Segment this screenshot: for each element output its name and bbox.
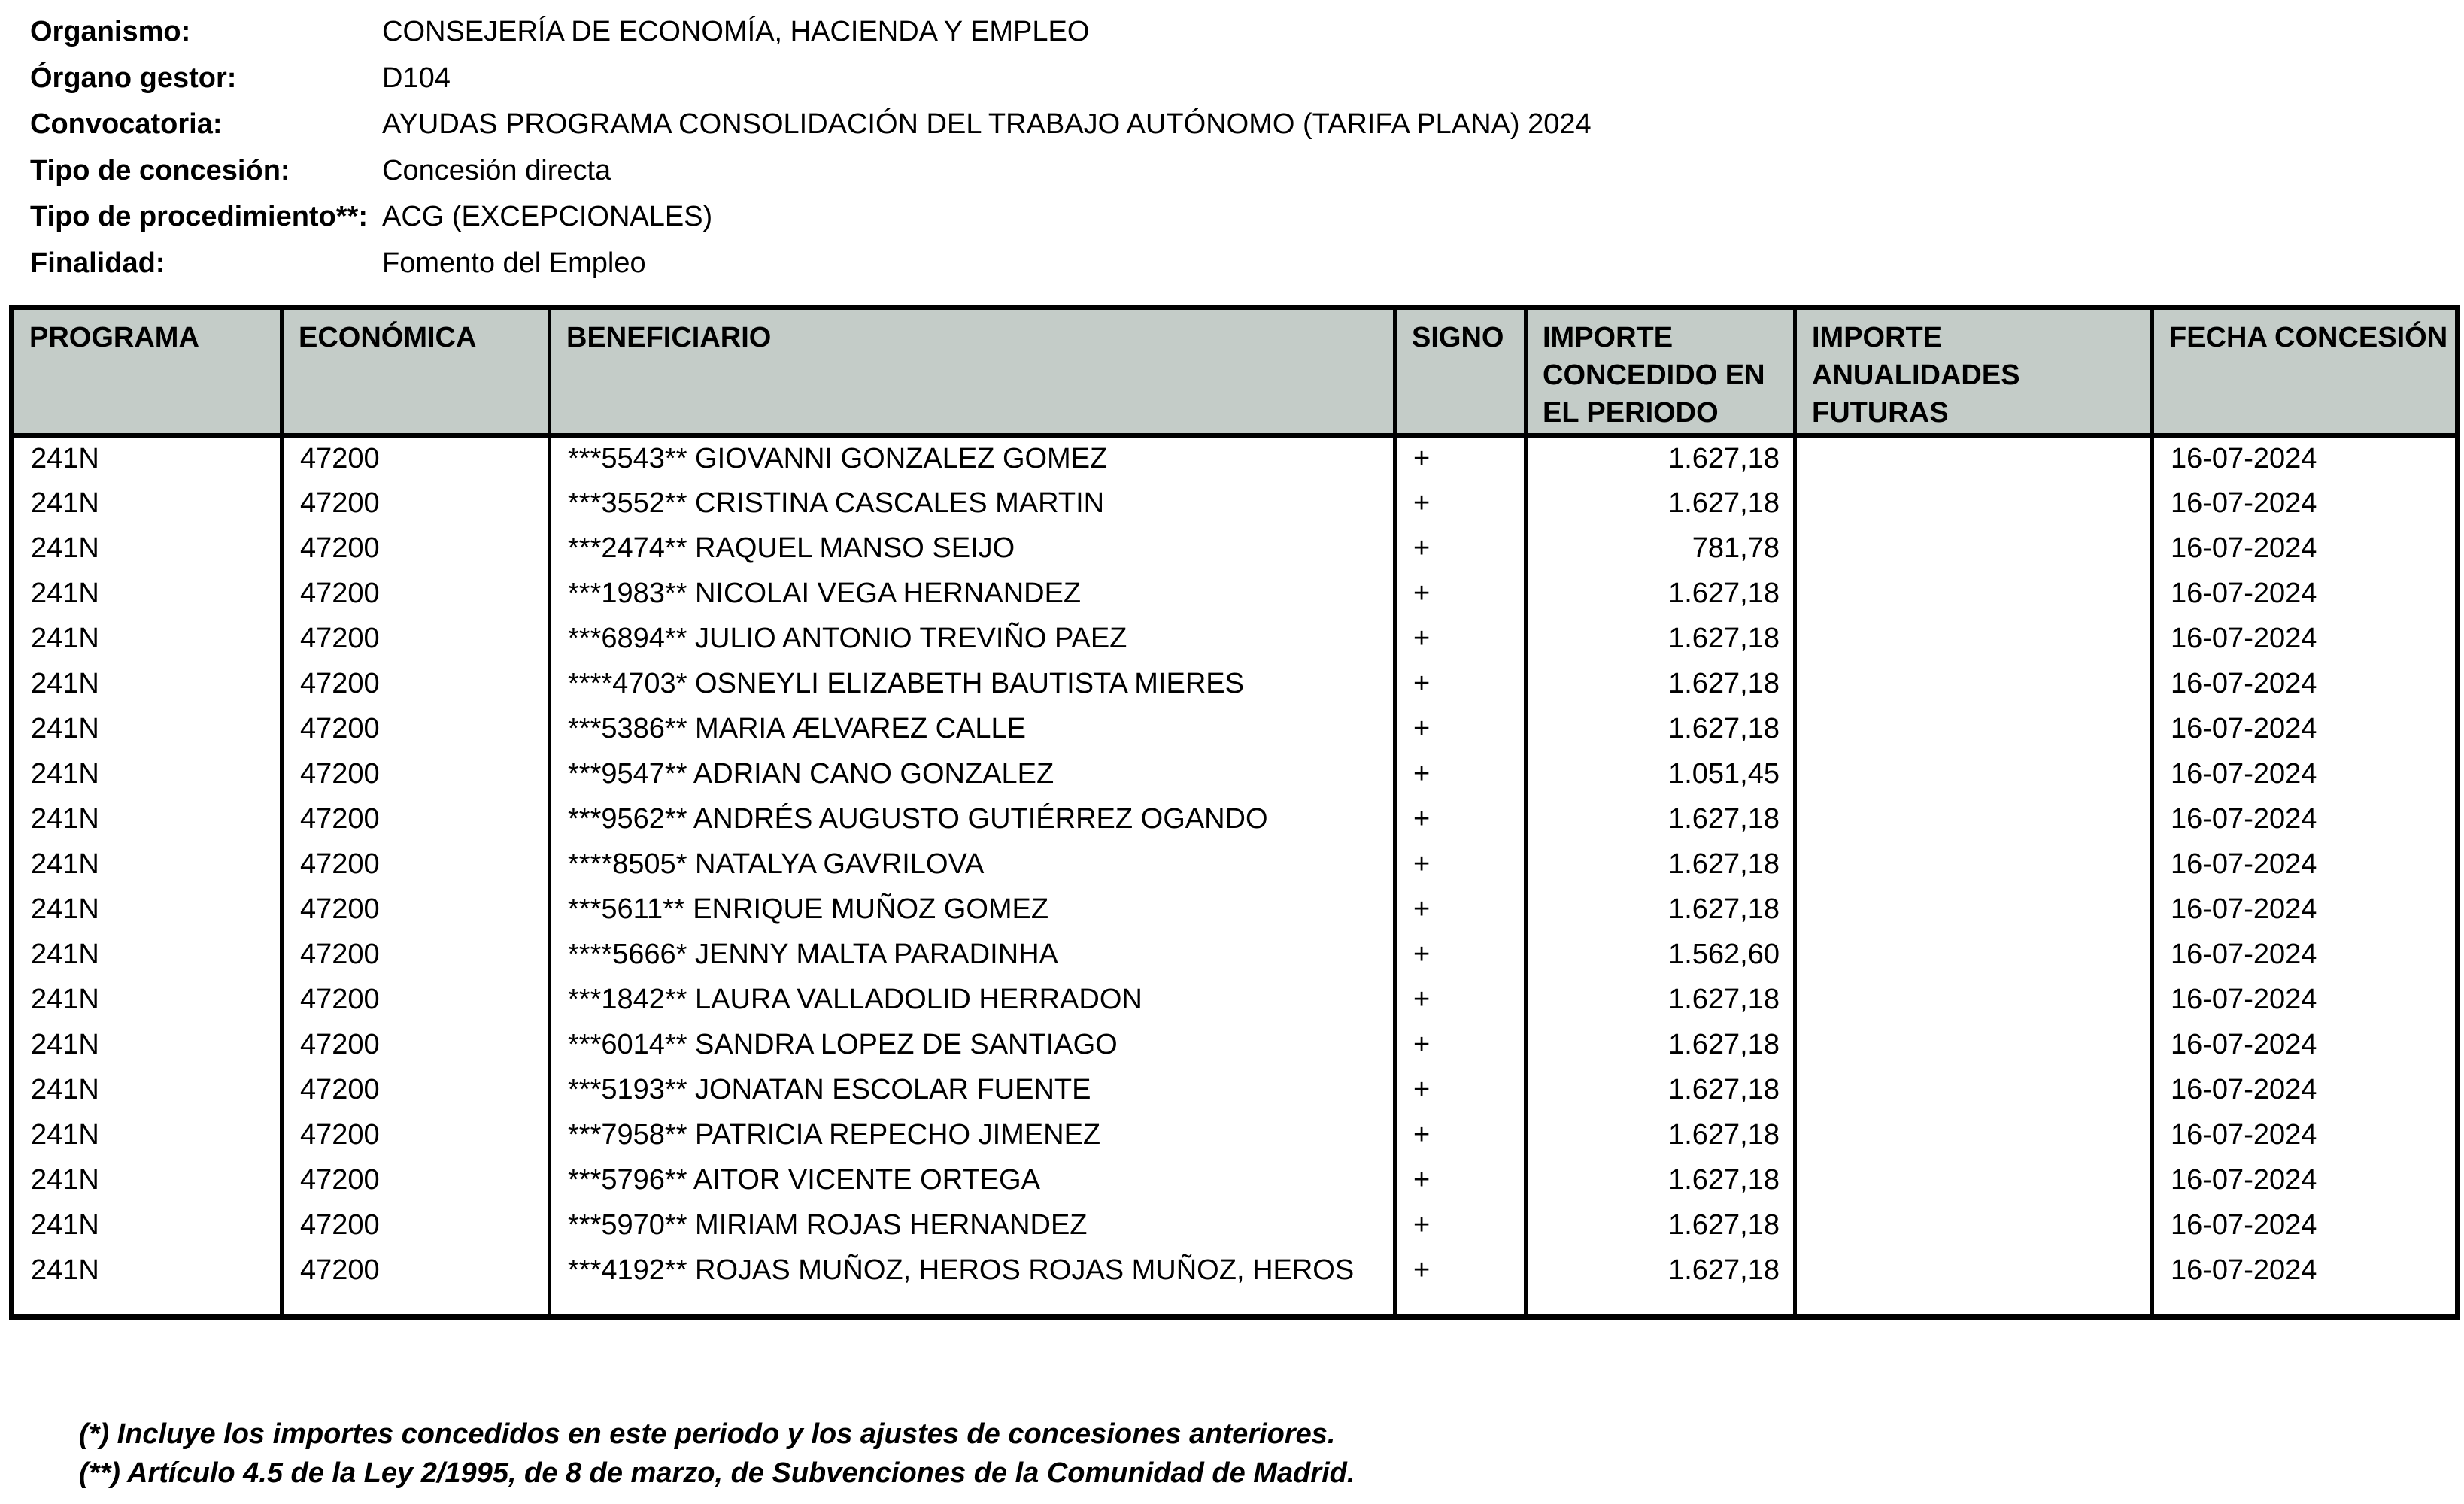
cell-beneficiario: ****4703* OSNEYLI ELIZABETH BAUTISTA MIERES [550, 661, 1395, 706]
document-header-fields [30, 9, 1592, 287]
cell-signo: + [1395, 1022, 1526, 1067]
cell-signo: + [1395, 932, 1526, 977]
cell-fecha-concesion: 16-07-2024 [2153, 1112, 2458, 1157]
cell-signo: + [1395, 841, 1526, 887]
cell-programa: 241N [12, 1022, 282, 1067]
col-header-fecha-concesion: FECHA CONCESIÓN [2153, 308, 2458, 436]
col-header-importe-concedido: IMPORTE CONCEDIDO EN EL PERIODO [1526, 308, 1795, 436]
table-row [12, 571, 2458, 616]
filler-cell [550, 1293, 1395, 1317]
field-label: Tipo de concesión: [30, 154, 290, 186]
cell-beneficiario: ***7958** PATRICIA REPECHO JIMENEZ [550, 1112, 1395, 1157]
cell-fecha-concesion: 16-07-2024 [2153, 571, 2458, 616]
cell-importe-anualidades [1795, 796, 2153, 841]
col-header-beneficiario: BENEFICIARIO [550, 308, 1395, 436]
cell-fecha-concesion: 16-07-2024 [2153, 932, 2458, 977]
cell-beneficiario: ***5193** JONATAN ESCOLAR FUENTE [550, 1067, 1395, 1112]
cell-economica: 47200 [282, 481, 550, 526]
cell-signo: + [1395, 887, 1526, 932]
cell-fecha-concesion: 16-07-2024 [2153, 1157, 2458, 1202]
cell-beneficiario: ***6014** SANDRA LOPEZ DE SANTIAGO [550, 1022, 1395, 1067]
filler-cell [1795, 1293, 2153, 1317]
table-filler-row [12, 1293, 2458, 1317]
col-header-importe-anualidades: IMPORTE ANUALIDADES FUTURAS [1795, 308, 2153, 436]
cell-beneficiario: ***5386** MARIA ÆLVAREZ CALLE [550, 706, 1395, 751]
cell-economica: 47200 [282, 616, 550, 661]
table-row [12, 977, 2458, 1022]
field-label: Tipo de procedimiento**: [30, 201, 369, 233]
cell-fecha-concesion: 16-07-2024 [2153, 1248, 2458, 1293]
cell-economica: 47200 [282, 661, 550, 706]
field-label: Órgano gestor: [30, 62, 237, 94]
cell-importe-concedido: 1.627,18 [1526, 1022, 1795, 1067]
filler-cell [2153, 1293, 2458, 1317]
cell-beneficiario: ***5970** MIRIAM ROJAS HERNANDEZ [550, 1202, 1395, 1248]
cell-beneficiario: ***6894** JULIO ANTONIO TREVIÑO PAEZ [550, 616, 1395, 661]
cell-signo: + [1395, 526, 1526, 571]
header-field-row [30, 9, 1592, 56]
cell-economica: 47200 [282, 1248, 550, 1293]
cell-importe-concedido: 1.627,18 [1526, 841, 1795, 887]
cell-importe-anualidades [1795, 435, 2153, 481]
cell-importe-concedido: 1.562,60 [1526, 932, 1795, 977]
header-field-row [30, 56, 1592, 102]
cell-importe-concedido: 1.627,18 [1526, 571, 1795, 616]
cell-importe-concedido: 1.627,18 [1526, 706, 1795, 751]
cell-programa: 241N [12, 1248, 282, 1293]
cell-importe-anualidades [1795, 661, 2153, 706]
field-value: AYUDAS PROGRAMA CONSOLIDACIÓN DEL TRABAJO AUTÓNOMO (TARIFA PLANA) 2024 [382, 108, 1592, 141]
cell-economica: 47200 [282, 841, 550, 887]
table-row [12, 1202, 2458, 1248]
cell-programa: 241N [12, 435, 282, 481]
filler-cell [12, 1293, 282, 1317]
cell-fecha-concesion: 16-07-2024 [2153, 661, 2458, 706]
cell-importe-anualidades [1795, 1022, 2153, 1067]
cell-importe-anualidades [1795, 526, 2153, 571]
cell-programa: 241N [12, 977, 282, 1022]
cell-signo: + [1395, 706, 1526, 751]
table-row [12, 932, 2458, 977]
cell-economica: 47200 [282, 932, 550, 977]
cell-importe-anualidades [1795, 616, 2153, 661]
cell-importe-anualidades [1795, 1248, 2153, 1293]
cell-fecha-concesion: 16-07-2024 [2153, 1067, 2458, 1112]
cell-signo: + [1395, 435, 1526, 481]
grants-table [9, 305, 2460, 1320]
field-value: Concesión directa [382, 154, 611, 186]
cell-programa: 241N [12, 706, 282, 751]
cell-beneficiario: ***2474** RAQUEL MANSO SEIJO [550, 526, 1395, 571]
cell-fecha-concesion: 16-07-2024 [2153, 751, 2458, 796]
cell-programa: 241N [12, 841, 282, 887]
header-field-row [30, 102, 1592, 148]
table-body [12, 435, 2458, 1293]
cell-importe-concedido: 1.627,18 [1526, 887, 1795, 932]
col-header-signo: SIGNO [1395, 308, 1526, 436]
header-field-row [30, 194, 1592, 241]
cell-economica: 47200 [282, 1067, 550, 1112]
field-value: ACG (EXCEPCIONALES) [382, 201, 713, 233]
cell-programa: 241N [12, 796, 282, 841]
col-header-economica: ECONÓMICA [282, 308, 550, 436]
cell-fecha-concesion: 16-07-2024 [2153, 796, 2458, 841]
cell-signo: + [1395, 977, 1526, 1022]
cell-signo: + [1395, 616, 1526, 661]
cell-beneficiario: ***9547** ADRIAN CANO GONZALEZ [550, 751, 1395, 796]
cell-importe-concedido: 1.627,18 [1526, 481, 1795, 526]
cell-beneficiario: ***1983** NICOLAI VEGA HERNANDEZ [550, 571, 1395, 616]
cell-fecha-concesion: 16-07-2024 [2153, 435, 2458, 481]
cell-fecha-concesion: 16-07-2024 [2153, 481, 2458, 526]
footnote: (*) Incluye los importes concedidos en este periodo y los ajustes de concesiones anteriores. [79, 1418, 1336, 1450]
cell-fecha-concesion: 16-07-2024 [2153, 887, 2458, 932]
cell-beneficiario: ***1842** LAURA VALLADOLID HERRADON [550, 977, 1395, 1022]
cell-signo: + [1395, 1112, 1526, 1157]
filler-cell [282, 1293, 550, 1317]
cell-programa: 241N [12, 481, 282, 526]
cell-fecha-concesion: 16-07-2024 [2153, 1022, 2458, 1067]
cell-economica: 47200 [282, 1022, 550, 1067]
field-label: Convocatoria: [30, 108, 223, 141]
cell-fecha-concesion: 16-07-2024 [2153, 841, 2458, 887]
header-field-row [30, 241, 1592, 287]
table-row [12, 706, 2458, 751]
cell-economica: 47200 [282, 435, 550, 481]
table-row [12, 1022, 2458, 1067]
field-value: Fomento del Empleo [382, 247, 646, 279]
cell-programa: 241N [12, 616, 282, 661]
cell-beneficiario: ****5666* JENNY MALTA PARADINHA [550, 932, 1395, 977]
table-row [12, 1248, 2458, 1293]
cell-programa: 241N [12, 932, 282, 977]
cell-signo: + [1395, 1067, 1526, 1112]
table-row [12, 481, 2458, 526]
cell-signo: + [1395, 1248, 1526, 1293]
table-row [12, 1112, 2458, 1157]
cell-beneficiario: ***9562** ANDRÉS AUGUSTO GUTIÉRREZ OGANDO [550, 796, 1395, 841]
table-row [12, 796, 2458, 841]
cell-importe-anualidades [1795, 841, 2153, 887]
cell-fecha-concesion: 16-07-2024 [2153, 1202, 2458, 1248]
cell-signo: + [1395, 751, 1526, 796]
cell-importe-concedido: 1.627,18 [1526, 661, 1795, 706]
cell-programa: 241N [12, 526, 282, 571]
table-row [12, 661, 2458, 706]
cell-importe-concedido: 1.627,18 [1526, 1248, 1795, 1293]
cell-beneficiario: ***4192** ROJAS MUÑOZ, HEROS ROJAS MUÑOZ, HEROS [550, 1248, 1395, 1293]
cell-beneficiario: ***5796** AITOR VICENTE ORTEGA [550, 1157, 1395, 1202]
cell-economica: 47200 [282, 887, 550, 932]
cell-signo: + [1395, 1202, 1526, 1248]
cell-signo: + [1395, 661, 1526, 706]
cell-economica: 47200 [282, 571, 550, 616]
field-label: Organismo: [30, 16, 191, 48]
cell-importe-anualidades [1795, 1202, 2153, 1248]
cell-economica: 47200 [282, 977, 550, 1022]
cell-programa: 241N [12, 751, 282, 796]
cell-importe-anualidades [1795, 1157, 2153, 1202]
table-row [12, 1157, 2458, 1202]
cell-signo: + [1395, 796, 1526, 841]
cell-fecha-concesion: 16-07-2024 [2153, 706, 2458, 751]
cell-importe-concedido: 1.627,18 [1526, 1202, 1795, 1248]
cell-importe-anualidades [1795, 932, 2153, 977]
cell-economica: 47200 [282, 751, 550, 796]
header-field-row [30, 148, 1592, 195]
table-header-row [12, 308, 2458, 436]
cell-importe-anualidades [1795, 481, 2153, 526]
cell-fecha-concesion: 16-07-2024 [2153, 616, 2458, 661]
cell-fecha-concesion: 16-07-2024 [2153, 977, 2458, 1022]
filler-cell [1526, 1293, 1795, 1317]
cell-economica: 47200 [282, 796, 550, 841]
cell-beneficiario: ***3552** CRISTINA CASCALES MARTIN [550, 481, 1395, 526]
cell-beneficiario: ***5611** ENRIQUE MUÑOZ GOMEZ [550, 887, 1395, 932]
cell-economica: 47200 [282, 1157, 550, 1202]
cell-economica: 47200 [282, 526, 550, 571]
table-row [12, 887, 2458, 932]
cell-economica: 47200 [282, 1202, 550, 1248]
cell-importe-anualidades [1795, 706, 2153, 751]
table-row [12, 616, 2458, 661]
cell-economica: 47200 [282, 706, 550, 751]
cell-importe-concedido: 1.627,18 [1526, 796, 1795, 841]
cell-signo: + [1395, 481, 1526, 526]
table-row [12, 1067, 2458, 1112]
footnote: (**) Artículo 4.5 de la Ley 2/1995, de 8 de marzo, de Subvenciones de la Comunidad de Madrid. [79, 1457, 1355, 1489]
cell-importe-anualidades [1795, 1112, 2153, 1157]
cell-importe-concedido: 1.627,18 [1526, 977, 1795, 1022]
cell-importe-concedido: 1.627,18 [1526, 1112, 1795, 1157]
cell-importe-concedido: 1.627,18 [1526, 1157, 1795, 1202]
table-row [12, 841, 2458, 887]
cell-programa: 241N [12, 571, 282, 616]
footnotes [79, 1415, 1355, 1493]
cell-programa: 241N [12, 1202, 282, 1248]
filler-cell [1395, 1293, 1526, 1317]
cell-importe-anualidades [1795, 571, 2153, 616]
cell-programa: 241N [12, 887, 282, 932]
cell-importe-concedido: 1.051,45 [1526, 751, 1795, 796]
cell-economica: 47200 [282, 1112, 550, 1157]
cell-programa: 241N [12, 1157, 282, 1202]
field-value: CONSEJERÍA DE ECONOMÍA, HACIENDA Y EMPLEO [382, 16, 1090, 48]
cell-importe-concedido: 1.627,18 [1526, 1067, 1795, 1112]
cell-fecha-concesion: 16-07-2024 [2153, 526, 2458, 571]
table-row [12, 435, 2458, 481]
cell-importe-anualidades [1795, 751, 2153, 796]
field-value: D104 [382, 62, 451, 94]
cell-importe-anualidades [1795, 1067, 2153, 1112]
cell-importe-concedido: 1.627,18 [1526, 616, 1795, 661]
cell-programa: 241N [12, 1112, 282, 1157]
cell-importe-concedido: 1.627,18 [1526, 435, 1795, 481]
cell-importe-anualidades [1795, 887, 2153, 932]
table-row [12, 526, 2458, 571]
cell-importe-anualidades [1795, 977, 2153, 1022]
cell-importe-concedido: 781,78 [1526, 526, 1795, 571]
cell-programa: 241N [12, 661, 282, 706]
cell-signo: + [1395, 571, 1526, 616]
table-row [12, 751, 2458, 796]
col-header-programa: PROGRAMA [12, 308, 282, 436]
cell-programa: 241N [12, 1067, 282, 1112]
cell-beneficiario: ****8505* NATALYA GAVRILOVA [550, 841, 1395, 887]
cell-signo: + [1395, 1157, 1526, 1202]
cell-beneficiario: ***5543** GIOVANNI GONZALEZ GOMEZ [550, 435, 1395, 481]
field-label: Finalidad: [30, 247, 165, 279]
